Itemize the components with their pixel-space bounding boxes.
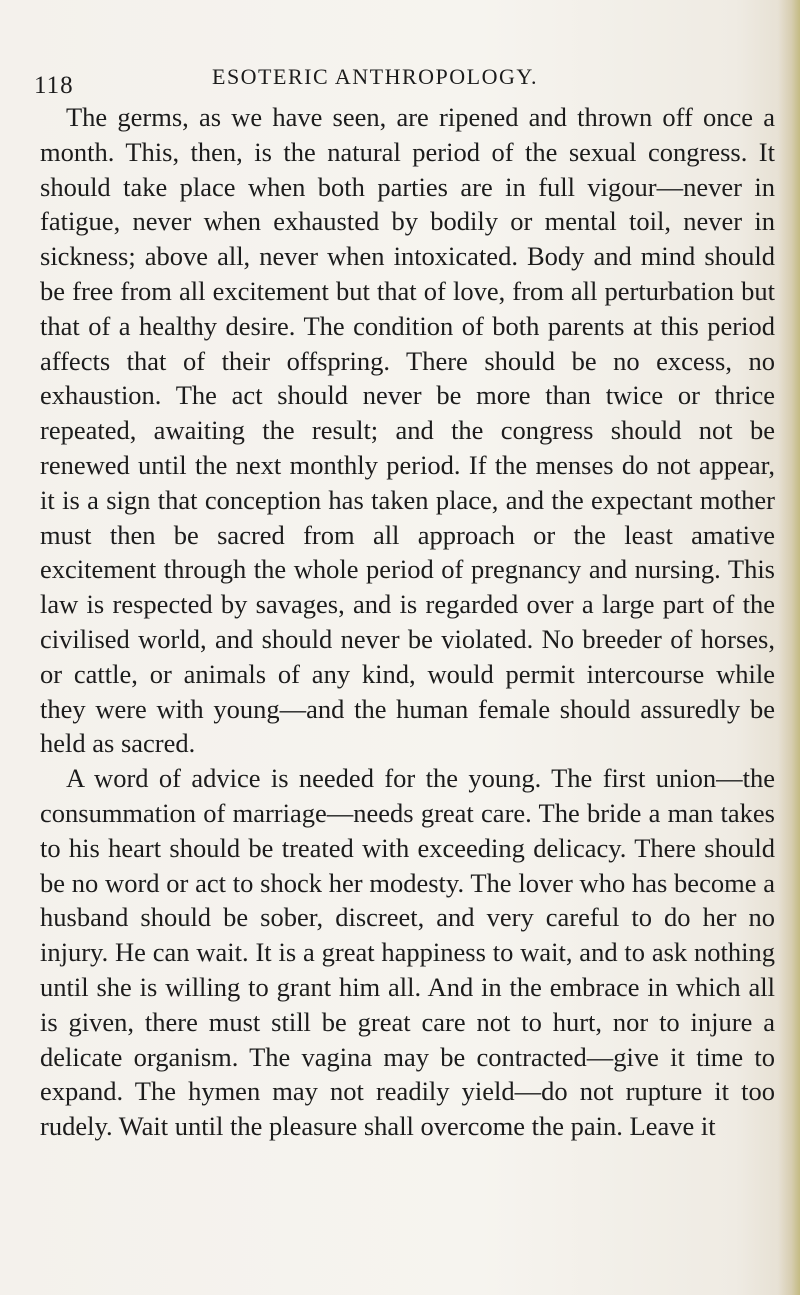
body-text (40, 100, 775, 1144)
page-number: 118 (34, 72, 74, 99)
paragraph-germs-and-congress: The germs, as we have seen, are ripened and thrown off once a month. This, then, is the natural period of the sexual congress. It should take place when both parties are in full vigour—never in fatigue, never when exhausted by bodily or mental toil, never in sickness; above all, never when intoxicated. Body and mind should be free from all excitement but that of love, from all perturbation but that of a healthy desire. The condition of both parents at this period affects that of their offspring. There should be no excess, no exhaustion. The act should never be more than twice or thrice repeated, awaiting the result; and the congress should not be renewed until the next monthly period. If the menses do not appear, it is a sign that conception has taken place, and the expectant mother must then be sacred from all approach or the least amative excitement through the whole period of pregnancy and nursing. This law is respected by savages, and is regarded over a large part of the civilised world, and should never be violated. No breeder of horses, or cattle, or animals of any kind, would permit intercourse while they were with young—and the human female should assuredly be held as sacred. (40, 102, 775, 759)
page-header (0, 58, 800, 98)
paragraph-advice-for-the-young: A word of advice is needed for the young. The first union—the consummation of marriage—needs great care. The bride a man takes to his heart should be treated with exceeding delicacy. There should be no word or act to shock her modesty. The lover who has become a husband should be sober, discreet, and very careful to do her no injury. He can wait. It is a great happiness to wait, and to ask nothing until she is willing to grant him all. And in the embrace in which all is given, there must still be great care not to hurt, nor to injure a delicate organism. The vagina may be contracted—give it time to expand. The hymen may not readily yield—do not rupture it too rudely. Wait until the pleasure shall overcome the pain. Leave it (40, 763, 775, 1142)
page-edge-shadow (778, 0, 800, 1295)
running-head: ESOTERIC ANTHROPOLOGY. (212, 64, 538, 89)
